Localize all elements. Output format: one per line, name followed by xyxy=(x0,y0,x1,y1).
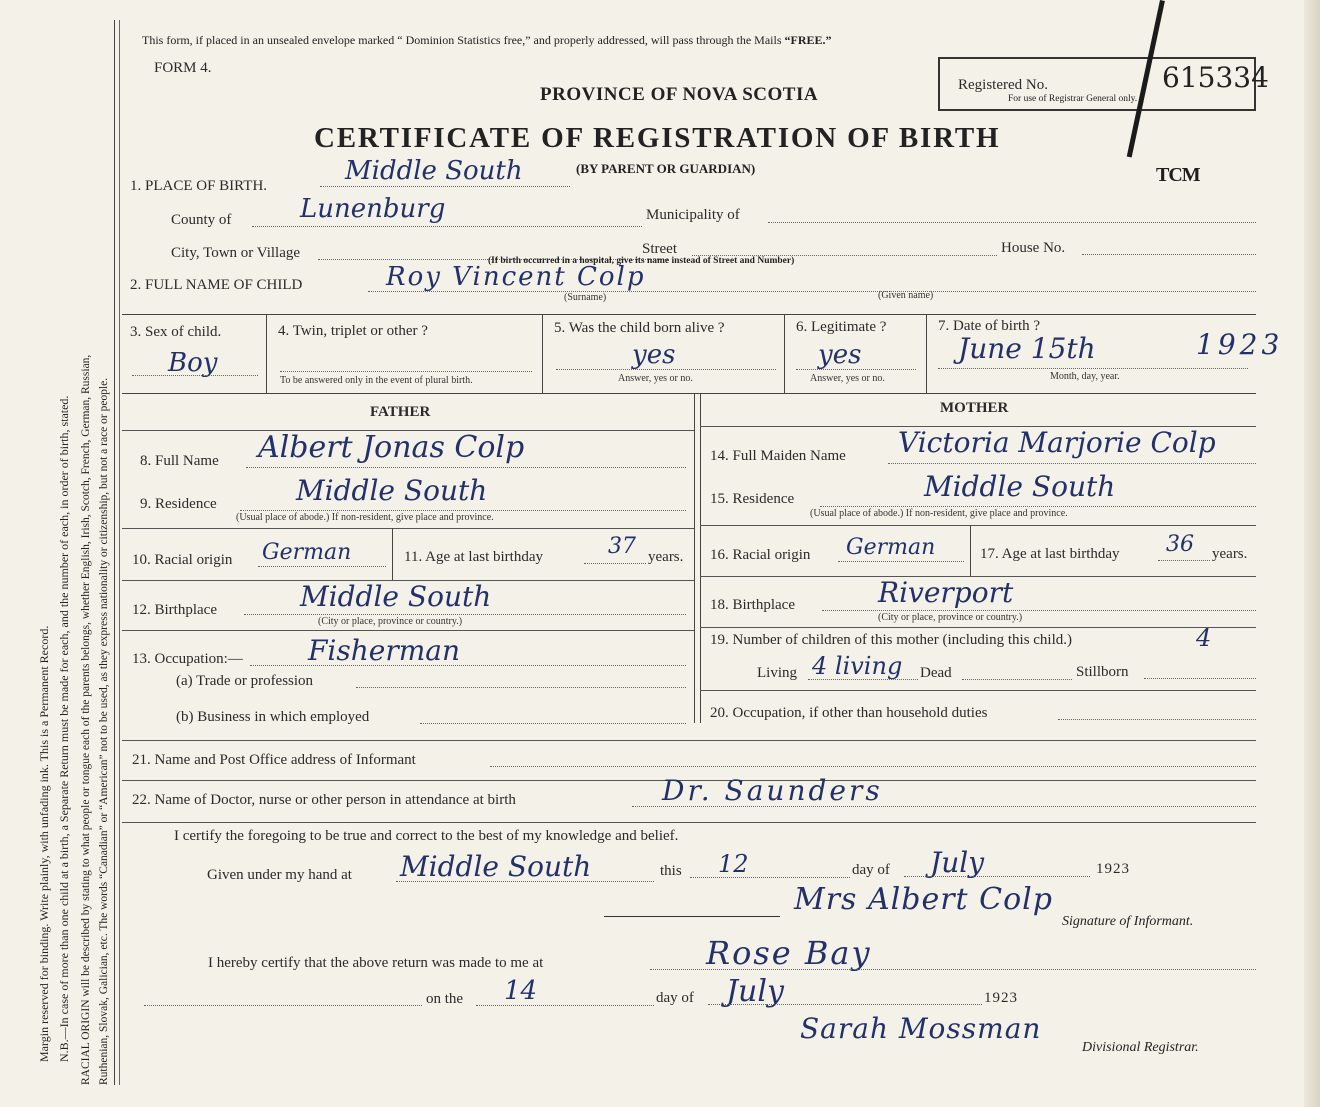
legitimate-label: 6. Legitimate ? xyxy=(796,319,887,335)
mother-racial-origin-label: 16. Racial origin xyxy=(710,547,811,563)
rule xyxy=(784,314,785,393)
rule xyxy=(926,314,927,393)
place-of-birth-label: 1. PLACE OF BIRTH. xyxy=(130,178,268,194)
father-residence-value: Middle South xyxy=(296,474,488,507)
father-occupation-line xyxy=(250,665,686,666)
child-name-label: 2. FULL NAME OF CHILD xyxy=(130,277,303,293)
mother-living-label: Living xyxy=(757,665,797,681)
mother-stillborn-label: Stillborn xyxy=(1076,664,1129,680)
mother-racial-origin-value: German xyxy=(846,535,936,560)
twin-line xyxy=(280,371,532,372)
mother-name-value: Victoria Marjorie Colp xyxy=(898,426,1216,459)
mother-residence-note: (Usual place of abode.) If non-resident, give place and province. xyxy=(810,508,1068,519)
rule xyxy=(700,690,1256,691)
mother-living-line xyxy=(808,679,918,680)
father-business-line xyxy=(420,723,686,724)
given-day-line xyxy=(690,877,850,878)
given-at-line xyxy=(396,881,654,882)
father-age-years: years. xyxy=(648,549,684,565)
mother-age-value: 36 xyxy=(1166,532,1194,557)
rule xyxy=(122,314,1256,315)
given-day-of-label: day of xyxy=(852,862,890,878)
mail-notice-free: “FREE.” xyxy=(784,33,832,47)
father-birthplace-label: 12. Birthplace xyxy=(132,602,217,618)
place-of-birth-value: Middle South xyxy=(345,156,523,186)
doctor-line xyxy=(632,806,1256,807)
father-name-value: Albert Jonas Colp xyxy=(258,430,525,465)
father-name-line xyxy=(246,467,686,468)
return-place-line xyxy=(650,969,1256,970)
given-this-label: this xyxy=(660,863,682,879)
rule xyxy=(122,630,694,631)
mother-living-value: 4 living xyxy=(812,652,903,680)
margin-note-racial-origin: RACIAL ORIGIN will be described by stating to what people or tongue each of the parents belongs, whether English, Irish, Scotch, French, German, Russian, xyxy=(80,354,92,1085)
father-birthplace-value: Middle South xyxy=(300,580,492,613)
father-age-label: 11. Age at last birthday xyxy=(404,549,543,565)
return-left-line xyxy=(144,1005,422,1006)
father-birthplace-note: (City or place, province or country.) xyxy=(318,616,463,627)
father-residence-line xyxy=(240,510,686,511)
father-age-line xyxy=(584,563,646,564)
mother-occupation-label: 20. Occupation, if other than household duties xyxy=(710,705,988,721)
rule xyxy=(700,393,701,723)
born-alive-line xyxy=(556,369,776,370)
return-year-value: 1923 xyxy=(984,990,1018,1006)
province-title: PROVINCE OF NOVA SCOTIA xyxy=(540,84,819,105)
rule xyxy=(266,314,267,393)
mother-birthplace-label: 18. Birthplace xyxy=(710,597,795,613)
mother-age-line xyxy=(1158,560,1210,561)
mother-birthplace-value: Riverport xyxy=(878,576,1014,609)
binding-line xyxy=(114,20,115,1085)
hospital-note: (If birth occurred in a hospital, give its name instead of Street and Number) xyxy=(488,256,795,266)
county-line xyxy=(252,226,642,227)
mother-residence-line xyxy=(820,506,1256,507)
given-at-value: Middle South xyxy=(400,850,592,883)
child-name-line xyxy=(368,291,1256,292)
certify-statement: I certify the foregoing to be true and correct to the best of my knowledge and belief. xyxy=(174,828,679,844)
born-alive-label: 5. Was the child born alive ? xyxy=(554,320,725,336)
margin-note-multiple-births: N.B.—In case of more than one child at a birth, a Separate Return must be made for each, and the number of each, in order of birth, stated. xyxy=(57,395,71,1062)
rule xyxy=(700,525,1256,526)
return-day-of-label: day of xyxy=(656,990,694,1006)
mother-name-label: 14. Full Maiden Name xyxy=(710,448,846,464)
legitimate-line xyxy=(796,369,916,370)
return-month-value: July xyxy=(726,974,784,1009)
date-of-birth-line xyxy=(938,368,1248,369)
father-trade-label: (a) Trade or profession xyxy=(176,673,314,689)
informant-line xyxy=(490,766,1256,767)
sex-value: Boy xyxy=(168,348,218,378)
registrar-stamp: TCM xyxy=(1156,164,1200,186)
date-of-birth-note: Month, day, year. xyxy=(1050,371,1120,382)
surname-note: (Surname) xyxy=(564,292,607,303)
registrar-signature: Sarah Mossman xyxy=(800,1012,1042,1045)
father-racial-origin-value: German xyxy=(262,540,352,565)
mother-birthplace-note: (City or place, province or country.) xyxy=(878,612,1023,623)
return-place-value: Rose Bay xyxy=(706,934,872,972)
county-label: County of xyxy=(171,212,232,228)
mother-age-label: 17. Age at last birthday xyxy=(980,546,1120,562)
father-occupation-value: Fisherman xyxy=(308,634,461,667)
registered-number-box xyxy=(938,57,1269,111)
mail-notice-text: This form, if placed in an unsealed envelope marked “ Dominion Statistics free,” and properly addressed, will pass through the Mails xyxy=(142,33,782,47)
informant-signature-label: Signature of Informant. xyxy=(1062,914,1194,929)
binding-line xyxy=(119,20,120,1085)
mother-children-value: 4 xyxy=(1196,624,1212,652)
father-name-label: 8. Full Name xyxy=(140,453,219,469)
informant-label: 21. Name and Post Office address of Informant xyxy=(132,752,416,768)
street-label: Street xyxy=(642,241,677,257)
rule xyxy=(970,525,971,576)
child-name-value: Roy Vincent Colp xyxy=(386,262,646,292)
father-racial-origin-line xyxy=(258,566,386,567)
place-of-birth-line xyxy=(320,186,570,187)
rule xyxy=(392,528,393,580)
twin-label: 4. Twin, triplet or other ? xyxy=(278,323,428,339)
informant-signature: Mrs Albert Colp xyxy=(794,882,1053,917)
city-label: City, Town or Village xyxy=(171,245,301,261)
county-value: Lunenburg xyxy=(300,194,446,224)
rule xyxy=(694,393,695,723)
doctor-label: 22. Name of Doctor, nurse or other person in attendance at birth xyxy=(132,792,516,808)
return-on-the-label: on the xyxy=(426,991,464,1007)
given-name-note: (Given name) xyxy=(878,290,934,301)
mother-children-label: 19. Number of children of this mother (including this child.) xyxy=(710,632,1073,648)
born-alive-value: yes xyxy=(632,340,676,370)
mother-stillborn-line xyxy=(1144,678,1256,679)
twin-note: To be answered only in the event of plural birth. xyxy=(280,375,473,386)
given-at-label: Given under my hand at xyxy=(207,867,352,883)
sex-line xyxy=(132,375,258,376)
mother-residence-label: 15. Residence xyxy=(710,491,795,507)
mother-name-line xyxy=(888,463,1256,464)
father-trade-line xyxy=(356,687,686,688)
given-month-value: July xyxy=(930,846,985,879)
given-day-value: 12 xyxy=(718,850,749,878)
return-day-line xyxy=(476,1005,654,1006)
date-of-birth-year: 1923 xyxy=(1196,328,1284,361)
registered-number-value: 615334 xyxy=(1162,61,1269,94)
rule xyxy=(122,528,694,529)
registered-number-label: Registered No. xyxy=(958,77,1048,93)
date-of-birth-value: June 15th xyxy=(958,332,1096,365)
legitimate-value: yes xyxy=(818,340,862,370)
father-birthplace-line xyxy=(244,614,686,615)
mother-dead-label: Dead xyxy=(920,665,952,681)
mother-birthplace-line xyxy=(822,610,1256,611)
rule xyxy=(122,822,1256,823)
mother-heading: MOTHER xyxy=(940,400,1009,416)
margin-note-binding: Margin reserved for binding. Write plainly, with unfading ink. This is a Permanent Record. xyxy=(37,625,51,1062)
form-number: FORM 4. xyxy=(154,60,212,76)
margin-note-canadian: Ruthenian, Slovak, Galician, etc. The words “Canadian” or “American” not to be used, as they express nationality or citizenship, but not a race or people. xyxy=(98,377,110,1085)
sex-label: 3. Sex of child. xyxy=(130,324,222,340)
page-edge xyxy=(1304,0,1320,1107)
given-year-value: 1923 xyxy=(1096,861,1130,877)
rule xyxy=(122,393,1256,394)
father-residence-label: 9. Residence xyxy=(140,496,217,512)
father-occupation-label: 13. Occupation:— xyxy=(132,651,243,667)
municipality-label: Municipality of xyxy=(646,207,740,223)
registrar-signature-label: Divisional Registrar. xyxy=(1082,1040,1199,1055)
rule xyxy=(542,314,543,393)
rule xyxy=(122,740,1256,741)
registrar-use-note: For use of Registrar General only. xyxy=(1008,94,1138,104)
date-of-birth-label: 7. Date of birth ? xyxy=(938,318,1041,334)
father-age-value: 37 xyxy=(608,534,636,559)
mother-racial-origin-line xyxy=(838,561,964,562)
legitimate-note: Answer, yes or no. xyxy=(810,373,885,384)
house-number-line xyxy=(1082,254,1256,255)
return-month-line xyxy=(708,1004,982,1005)
given-month-line xyxy=(904,876,1090,877)
mother-age-years: years. xyxy=(1212,546,1248,562)
mother-residence-value: Middle South xyxy=(924,470,1116,503)
father-heading: FATHER xyxy=(370,404,431,420)
mother-occupation-line xyxy=(1058,719,1256,720)
by-parent-note: (BY PARENT OR GUARDIAN) xyxy=(576,161,756,176)
father-racial-origin-label: 10. Racial origin xyxy=(132,552,233,568)
municipality-line xyxy=(768,222,1256,223)
born-alive-note: Answer, yes or no. xyxy=(618,373,693,384)
certificate-title: CERTIFICATE OF REGISTRATION OF BIRTH xyxy=(314,122,1001,154)
house-number-label: House No. xyxy=(1001,240,1066,256)
mail-notice xyxy=(142,33,832,48)
father-business-label: (b) Business in which employed xyxy=(176,709,370,725)
mother-dead-line xyxy=(962,679,1072,680)
rule xyxy=(700,627,1256,628)
return-made-label: I hereby certify that the above return was made to me at xyxy=(208,955,544,971)
doctor-value: Dr. Saunders xyxy=(662,774,883,807)
signature-rule xyxy=(604,916,780,917)
father-residence-note: (Usual place of abode.) If non-resident, give place and province. xyxy=(236,512,494,523)
return-day-value: 14 xyxy=(504,976,538,1006)
